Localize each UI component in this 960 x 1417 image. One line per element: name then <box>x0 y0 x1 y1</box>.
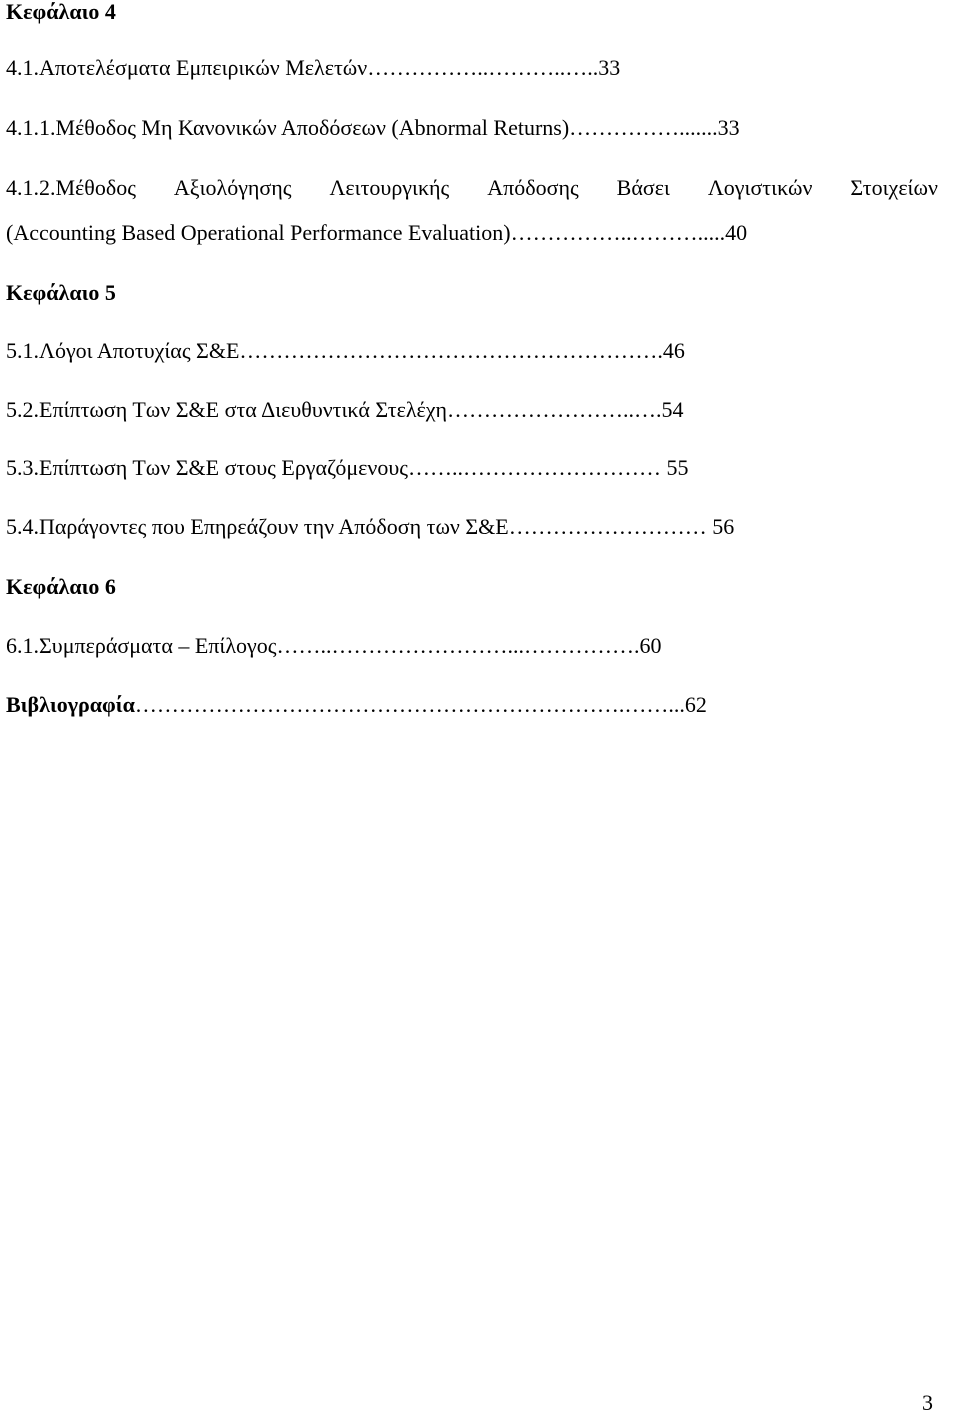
toc-word: Λειτουργικής <box>329 175 450 200</box>
toc-entry-4-1: 4.1.Αποτελέσματα Εμπειρικών Μελετών……………..………..…..33 <box>6 55 621 80</box>
chapter-4-heading: Κεφάλαιο 4 <box>6 0 116 24</box>
bibliography-leader: ………………………………………………………….……...62 <box>134 692 707 717</box>
toc-word: Λογιστικών <box>707 175 813 200</box>
toc-word: Απόδοσης <box>487 175 579 200</box>
toc-word: Στοιχείων <box>850 175 938 200</box>
page-number: 3 <box>922 1390 933 1415</box>
bibliography-label: Βιβλιογραφία <box>6 692 135 717</box>
toc-entry-4-1-2-line-1 <box>6 174 938 202</box>
chapter-6-heading: Κεφάλαιο 6 <box>6 574 116 599</box>
toc-word: 4.1.2.Μέθοδος <box>6 175 136 200</box>
toc-word: Βάσει <box>616 175 670 200</box>
toc-entry-5-3: 5.3.Επίπτωση Των Σ&Ε στους Εργαζόμενους……..……………………… 55 <box>6 455 689 480</box>
chapter-5-heading: Κεφάλαιο 5 <box>6 280 116 305</box>
toc-entry-4-1-1: 4.1.1.Μέθοδος Μη Κανονικών Αποδόσεων (Abnormal Returns)…………….......33 <box>6 115 740 140</box>
toc-word: Αξιολόγησης <box>173 175 292 200</box>
toc-entry-5-2: 5.2.Επίπτωση Των Σ&Ε στα Διευθυντικά Στελέχη……………………..….54 <box>6 397 684 422</box>
toc-entry-bibliography <box>6 691 938 719</box>
toc-entry-5-4: 5.4.Παράγοντες που Επηρεάζουν την Απόδοση των Σ&Ε……………………… 56 <box>6 514 735 539</box>
toc-entry-4-1-2-line-2: (Accounting Based Operational Performance Evaluation)……………..……….....40 <box>6 220 748 245</box>
toc-entry-6-1: 6.1.Συμπεράσματα – Επίλογος……..……………………...…………….60 <box>6 633 662 658</box>
toc-entry-5-1: 5.1.Λόγοι Αποτυχίας Σ&Ε………………………………………………….46 <box>6 338 685 363</box>
